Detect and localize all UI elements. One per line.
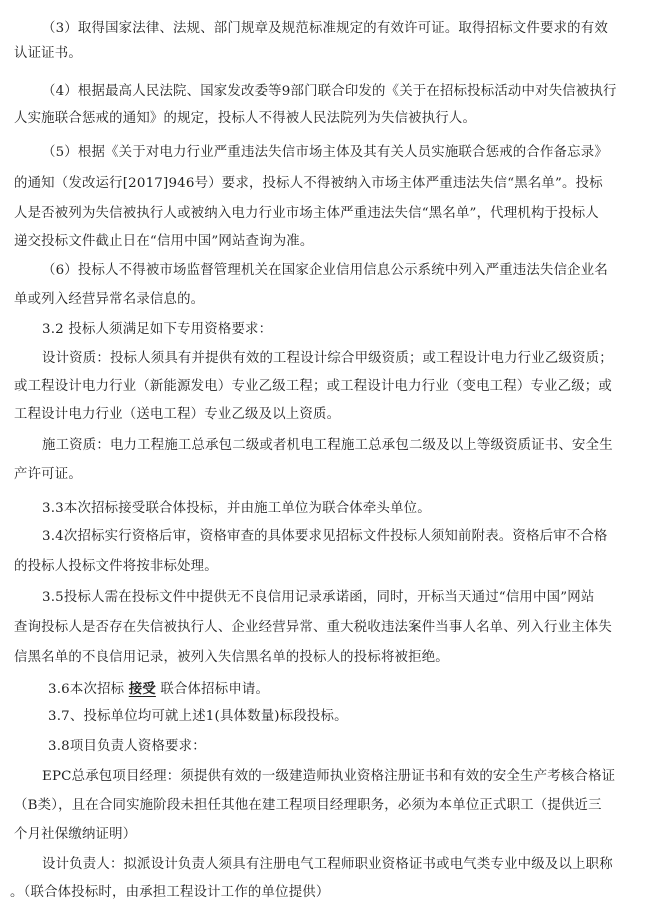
text-after: 联合体招标申请。 — [155, 682, 270, 697]
paragraph-line: 3.3本次招标接受联合体投标，并由施工单位为联合体牵头单位。 — [42, 501, 431, 516]
paragraph-line-3-6 — [48, 680, 269, 699]
section-heading: 3.2 投标人须满足如下专用资格要求： — [42, 322, 273, 337]
paragraph-line: 工程设计电力行业（送电工程）专业乙级及以上资质。 — [14, 407, 341, 422]
paragraph-line: （5）根据《关于对电力行业严重违法失信市场主体及其有关人员实施联合惩戒的合作备忘录》 — [42, 145, 608, 160]
paragraph-line: 。（联合体投标时，由承担工程设计工作的单位提供） — [10, 885, 330, 900]
paragraph-line: （3）取得国家法律、法规、部门规章及规范标准规定的有效许可证。取得招标文件要求的有效 — [42, 21, 608, 36]
underlined-value: 接受 — [128, 681, 156, 697]
paragraph-line: 递交投标文件截止日在“信用中国”网站查询为准。 — [14, 234, 314, 249]
paragraph-line: （6）投标人不得被市场监督管理机关在国家企业信用信息公示系统中列入严重违法失信企业名 — [42, 263, 608, 278]
paragraph-line: 单或列入经营异常名录信息的。 — [14, 292, 205, 307]
paragraph-line: 3.7、投标单位均可就上述1(具体数量)标段投标。 — [48, 709, 348, 724]
paragraph-line: EPC总承包项目经理：须提供有效的一级建造师执业资格注册证书和有效的安全生产考核合格证 — [42, 769, 616, 784]
paragraph-line: （4）根据最高人民法院、国家发改委等9部门联合印发的《关于在招标投标活动中对失信被执行 — [42, 84, 617, 99]
paragraph-line: 的通知（发改运行[2017]946号）要求，投标人不得被纳入市场主体严重违法失信“黑名单”。投标 — [14, 176, 603, 191]
paragraph-line: 认证证书。 — [14, 46, 82, 61]
paragraph-line: 设计资质：投标人须具有并提供有效的工程设计综合甲级资质；或工程设计电力行业乙级资质； — [42, 351, 613, 366]
paragraph-line: （B类），且在合同实施阶段未担任其他在建工程项目经理职务，必须为本单位正式职工（提供近三 — [14, 798, 602, 813]
paragraph-line: 个月社保缴纳证明） — [14, 827, 137, 842]
paragraph-line: 或工程设计电力行业（新能源发电）专业乙级工程；或工程设计电力行业（变电工程）专业乙级；或 — [14, 379, 612, 394]
paragraph-line: 施工资质：电力工程施工总承包二级或者机电工程施工总承包二级及以上等级资质证书、安全生 — [42, 438, 613, 453]
paragraph-line: 人实施联合惩戒的通知》的规定，投标人不得被人民法院列为失信被执行人。 — [14, 111, 477, 126]
text-before: 3.6本次招标 — [48, 682, 129, 697]
paragraph-line: 查询投标人是否存在失信被执行人、企业经营异常、重大税收违法案件当事人名单、列入行业主体失 — [14, 620, 612, 635]
paragraph-line: 信黑名单的不良信用记录，被列入失信黑名单的投标人的投标将被拒绝。 — [14, 650, 449, 665]
paragraph-line: 人是否被列为失信被执行人或被纳入电力行业市场主体严重违法失信“黑名单”，代理机构于投标人 — [14, 206, 599, 221]
paragraph-line: 3.8项目负责人资格要求： — [48, 739, 206, 754]
paragraph-line: 设计负责人：拟派设计负责人须具有注册电气工程师职业资格证书或电气类专业中级及以上职称 — [42, 857, 613, 872]
paragraph-line: 3.4次招标实行资格后审，资格审查的具体要求见招标文件投标人须知前附表。资格后审不合格 — [42, 529, 608, 544]
paragraph-line: 的投标人投标文件将按非标处理。 — [14, 559, 218, 574]
paragraph-line: 3.5投标人需在投标文件中提供无不良信用记录承诺函，同时，开标当天通过“信用中国”网站 — [42, 590, 595, 605]
paragraph-line: 产许可证。 — [14, 467, 82, 482]
